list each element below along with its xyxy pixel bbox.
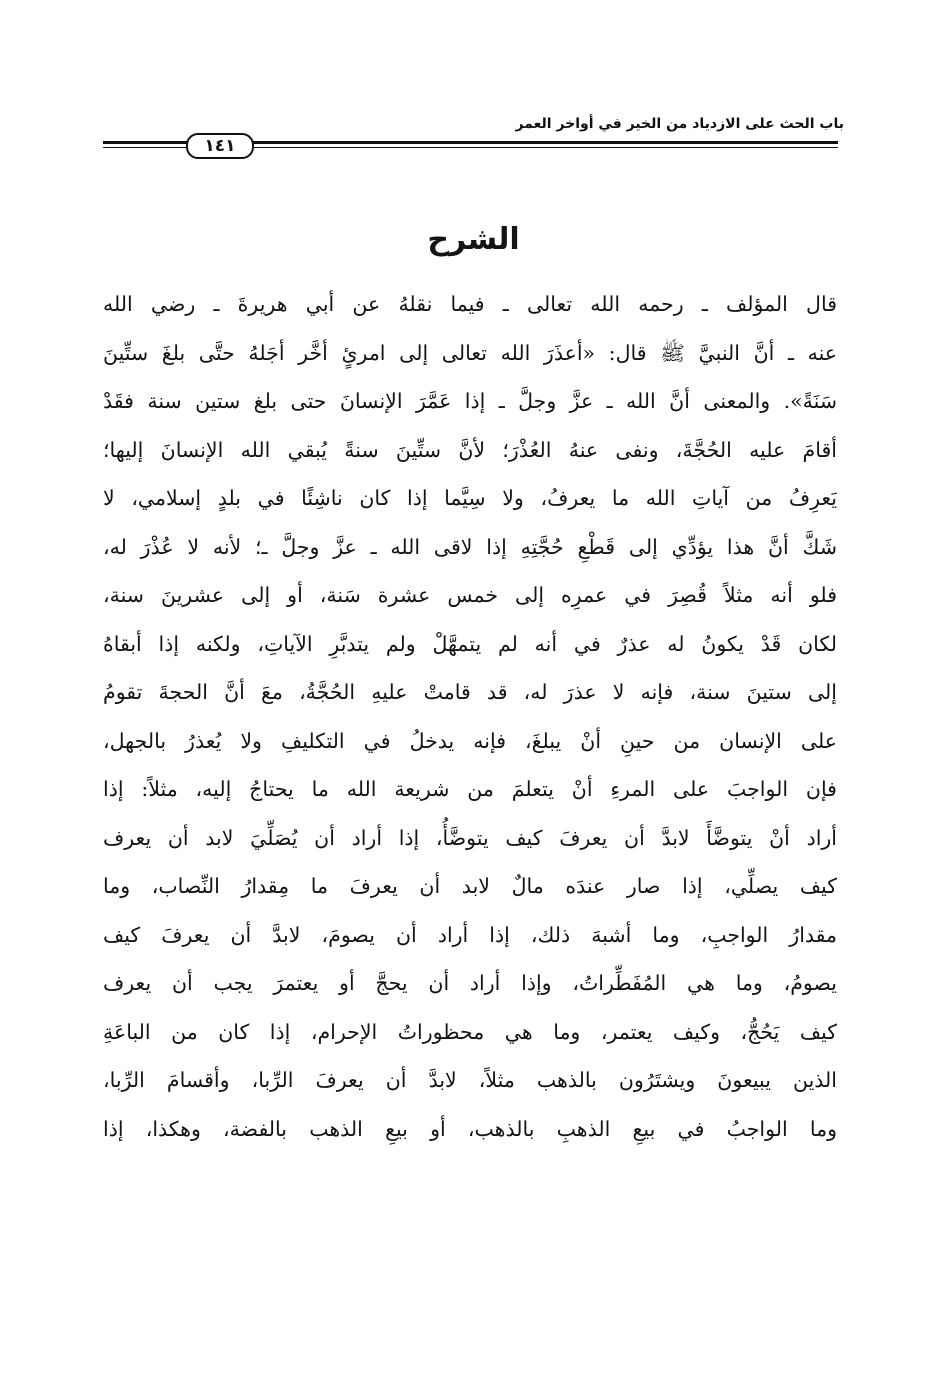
text-line: إلى ستينَ سنة، فإنه لا عذرَ له، قد قامتْ عليهِ الحُجَّةُ، معَ أنَّ الحجةَ تقومُ (103, 680, 837, 704)
section-title: الشرح (427, 222, 520, 257)
text-line: عنه ـ أنَّ النبيَّ ﷺ قال: «أعذَرَ الله تعالى إلى امرئٍ أخَّر أجَلهُ حتَّى بلغَ ستِّينَ (103, 340, 837, 365)
text-line: فإن الواجبَ على المرءِ أنْ يتعلمَ من شريعة الله ما يحتاجُ إليه، مثلاً: إذا (103, 777, 837, 801)
text-line: فلو أنه مثلاً قُصِرَ في عمرِه إلى خمس عشرة سَنة، أو إلى عشرينَ سنة، (103, 583, 837, 607)
text-line: الذين يبيعونَ ويشتَرُون بالذهب مثلاً، لابدَّ أن يعرفَ الرِّبا، وأقسامَ الرِّبا، (103, 1068, 837, 1092)
text-line: أراد أنْ يتوضَّأَ لابدَّ أن يعرفَ كيف يتوضَّأُ، إذا أراد أن يُصَلِّيَ لابد أن يعرف (103, 825, 837, 850)
running-header-title: باب الحث على الازدياد من الخير في أواخر العمر (515, 116, 844, 132)
text-line: مقدارُ الواجبِ، وما أشبهَ ذلك، إذا أراد أن يصومَ، لابدَّ أن يعرفَ كيف (103, 922, 837, 947)
text-line: على الإنسان من حينِ أنْ يبلغَ، فإنه يدخلُ في التكليفِ ولا يُعذرُ بالجهل، (103, 728, 837, 753)
text-line: يصومُ، وما هي المُفَطِّراتُ، وإذا أراد أن يحجَّ أو يعتمرَ يجب أن يعرف (103, 971, 837, 995)
text-line: قال المؤلف ـ رحمه الله تعالى ـ فيما نقلهُ عن أبي هريرةَ ـ رضي الله (103, 292, 837, 316)
body-text (103, 280, 837, 1153)
text-line: وما الواجبُ في بيعِ الذهبِ بالذهب، أو بيعِ الذهب بالفضة، وهكذا، إذا (103, 1116, 837, 1141)
text-line: شَكَّ أنَّ هذا يؤدِّي إلى قَطْعِ حُجَّتِهِ إذا لاقى الله ـ عزَّ وجلَّ ـ؛ لأنه لا عُذْرَ له، (103, 534, 837, 559)
text-line: كيف يَحُجُّ، وكيف يعتمر، وما هي محظوراتُ الإحرام، إذا كان من الباعَةِ (103, 1019, 837, 1044)
text-line: أقامَ عليه الحُجَّةَ، ونفى عنهُ العُذْرَ؛ لأنَّ ستِّينَ سنةً يُبقي الله الإنسانَ إليها؛ (103, 437, 837, 462)
page-number: ١٤١ (186, 133, 254, 159)
text-line: يَعرِفُ من آياتِ الله ما يعرفُ، ولا سِيَّما إذا كان ناشِئًا في بلدٍ إسلامي، لا (103, 486, 837, 510)
header-rule-right-thin (252, 147, 838, 148)
text-line: لكان قَدْ يكونُ له عذرٌ في أنه لم يتمهَّلْ ولم يتدبَّرِ الآياتِ، ولكنه إذا أبقاهُ (103, 631, 837, 656)
header-rule-right-thick (252, 141, 838, 144)
text-line: سَنَةً». والمعنى أنَّ الله ـ عزَّ وجلَّ ـ إذا عَمَّرَ الإنسانَ حتى بلغ ستين سنة فقَدْ (103, 389, 837, 413)
text-line: كيف يصلِّي، إذا صار عندَه مالٌ لابد أن يعرفَ ما مِقدارُ النِّصاب، وما (103, 874, 837, 898)
header-rule-left-thin (103, 147, 187, 148)
header-rule-left-thick (103, 141, 187, 144)
